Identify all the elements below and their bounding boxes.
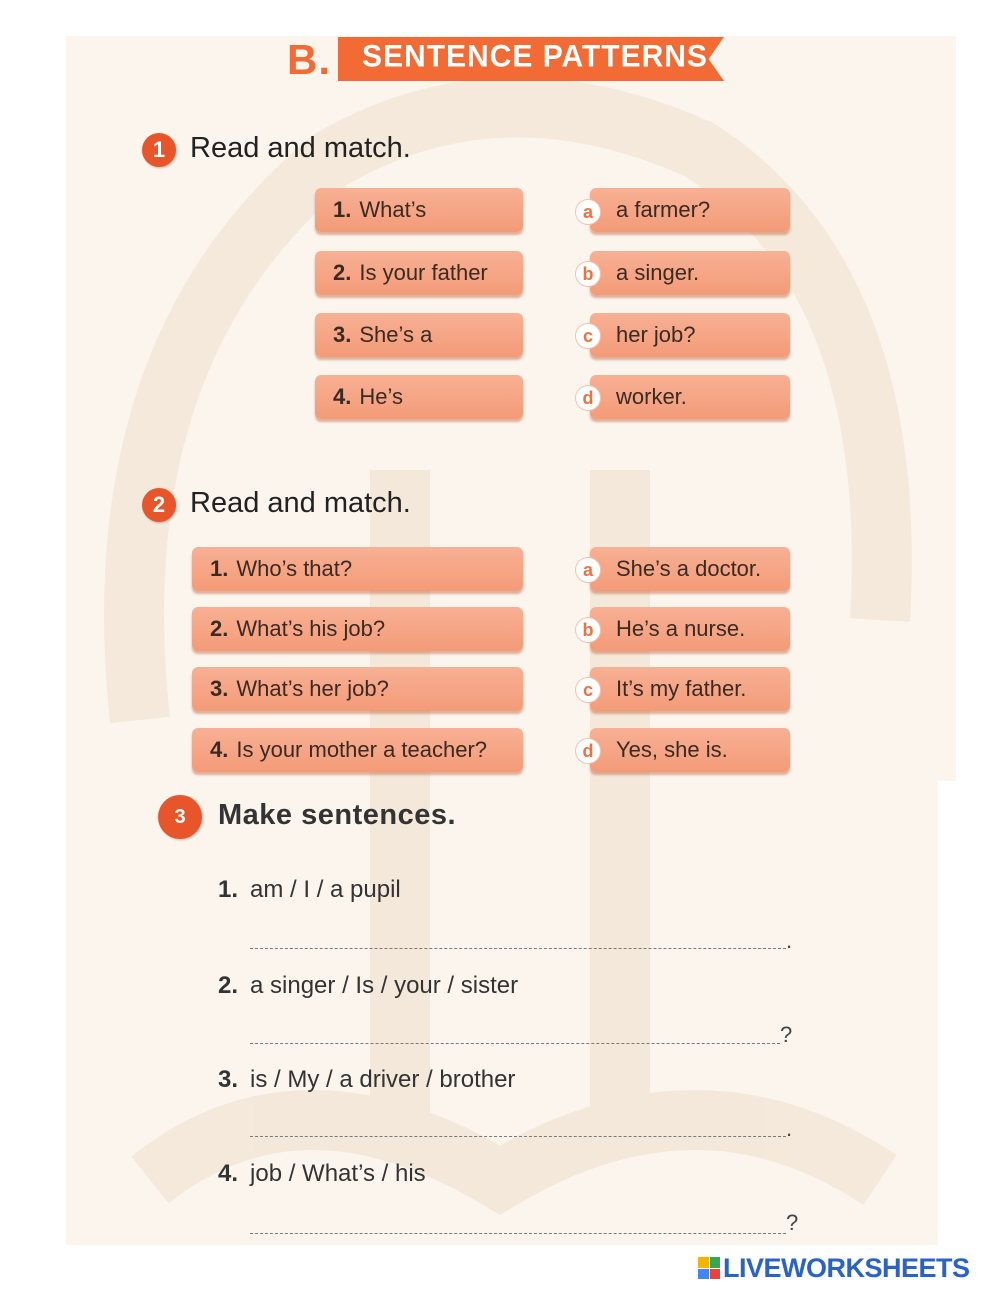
letter-badge: b: [575, 617, 601, 643]
exercise-3-number: 3: [158, 795, 202, 839]
match1-left-4[interactable]: 4. He’s: [315, 375, 523, 419]
sentence-end-4: ?: [786, 1210, 799, 1235]
sentence-prompt-2: 2. a singer / Is / your / sister: [218, 972, 519, 999]
match1-left-2[interactable]: 2. Is your father: [315, 251, 523, 295]
match2-left-3[interactable]: 3. What’s her job?: [192, 667, 523, 711]
sentence-end-3: .: [786, 1116, 793, 1141]
worksheet-background-lower: [66, 781, 938, 1245]
answer-field-4[interactable]: [250, 1233, 786, 1234]
match1-right-c[interactable]: her job?: [590, 313, 790, 357]
letter-badge: a: [575, 557, 601, 583]
match2-right-a[interactable]: She’s a doctor.: [590, 547, 790, 591]
sentence-end-1: .: [786, 928, 793, 953]
exercise-1-number: 1: [142, 133, 176, 167]
sentence-prompt-3: 3. is / My / a driver / brother: [218, 1066, 516, 1093]
section-letter: B.: [287, 36, 331, 83]
match1-right-d[interactable]: worker.: [590, 375, 790, 419]
answer-field-2[interactable]: [250, 1043, 780, 1044]
sentence-prompt-4: 4. job / What’s / his: [218, 1160, 426, 1187]
exercise-2-title: Read and match.: [190, 487, 411, 519]
letter-badge: a: [575, 199, 601, 225]
match2-left-1[interactable]: 1. Who’s that?: [192, 547, 523, 591]
sentence-prompt-1: 1. am / I / a pupil: [218, 876, 401, 903]
match2-right-b[interactable]: He’s a nurse.: [590, 607, 790, 651]
exercise-1-title: Read and match.: [190, 132, 411, 164]
match1-left-1[interactable]: 1. What’s: [315, 188, 523, 232]
sentence-end-2: ?: [780, 1022, 793, 1047]
match1-right-a[interactable]: a farmer?: [590, 188, 790, 232]
answer-field-1[interactable]: [250, 948, 786, 949]
brand-name: LIVEWORKSHEETS: [723, 1252, 970, 1283]
match2-right-c[interactable]: It’s my father.: [590, 667, 790, 711]
letter-badge: b: [575, 261, 601, 287]
letter-badge: d: [575, 738, 601, 764]
exercise-3-title: Make sentences.: [218, 799, 457, 831]
page-title: SENTENCE PATTERNS: [362, 39, 708, 74]
match2-left-2[interactable]: 2. What’s his job?: [192, 607, 523, 651]
letter-badge: c: [575, 677, 601, 703]
exercise-2-number: 2: [142, 488, 176, 522]
match2-right-d[interactable]: Yes, she is.: [590, 728, 790, 772]
match2-left-4[interactable]: 4. Is your mother a teacher?: [192, 728, 523, 772]
match1-left-3[interactable]: 3. She’s a: [315, 313, 523, 357]
match1-right-b[interactable]: a singer.: [590, 251, 790, 295]
letter-badge: d: [575, 385, 601, 411]
liveworksheets-logo[interactable]: [698, 1253, 970, 1283]
answer-field-3[interactable]: [250, 1136, 786, 1137]
liveworksheets-icon: [698, 1257, 720, 1279]
letter-badge: c: [575, 323, 601, 349]
